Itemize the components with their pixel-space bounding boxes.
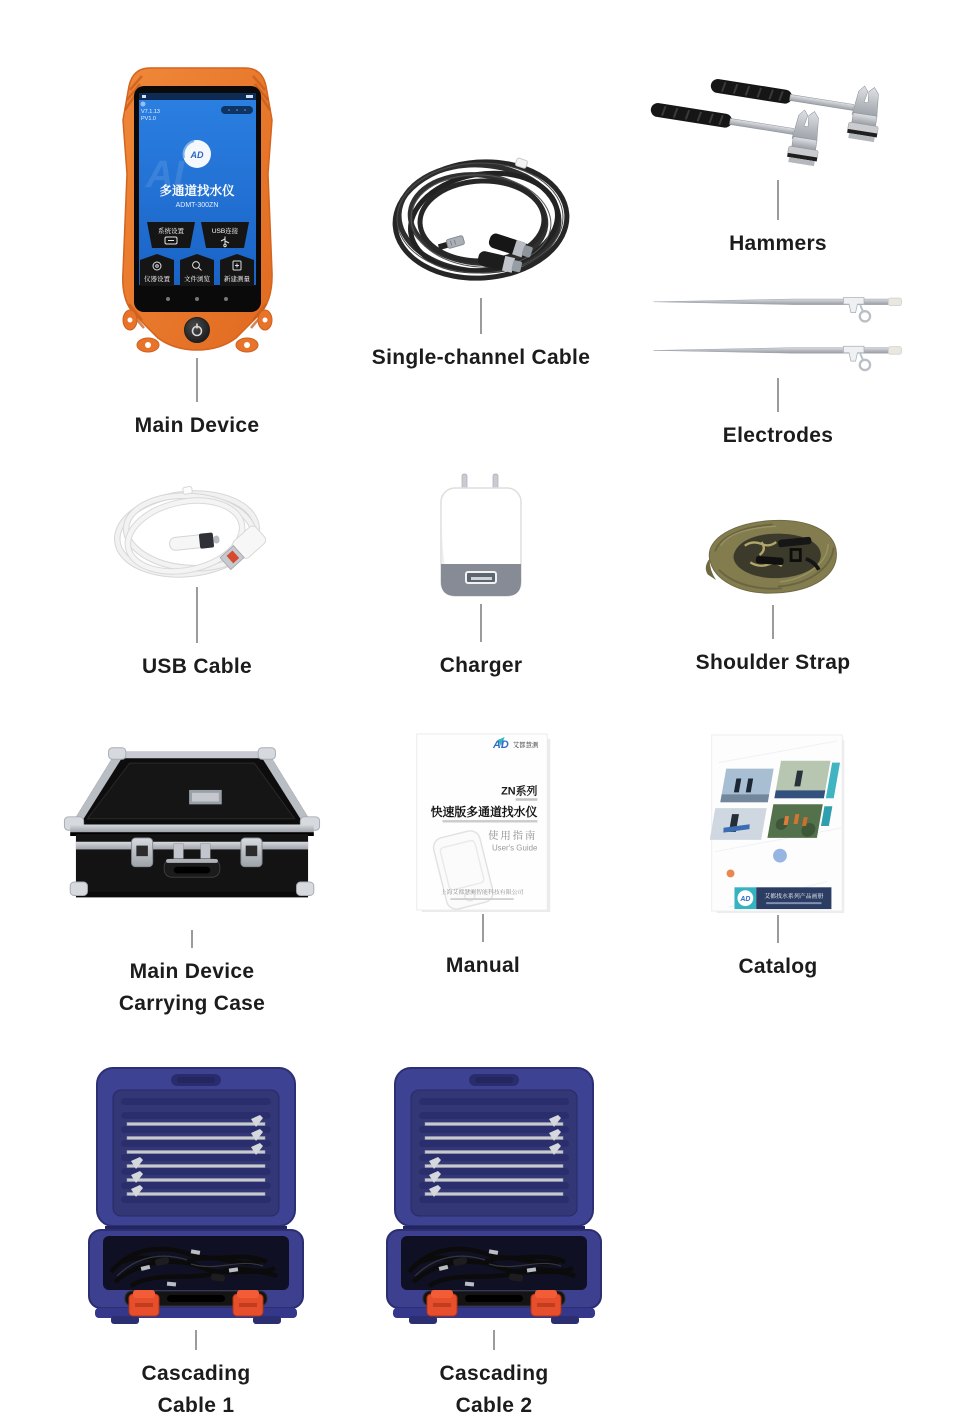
- item-label-line2: Cable 2: [455, 1394, 533, 1417]
- charger-item: [381, 472, 581, 682]
- carrying-case-image: [51, 742, 333, 930]
- manual-guide-en: User's Guide: [491, 843, 538, 853]
- item-label: Charger: [439, 654, 523, 677]
- usb-cable-coil: [113, 487, 261, 581]
- manual-guide: 使用指南: [487, 830, 538, 842]
- connector-line: [772, 605, 774, 639]
- manual-item: [383, 732, 583, 982]
- hammers-image: [648, 72, 908, 180]
- usb-connect-label: USB连接: [211, 228, 238, 235]
- case-lid-rim: [70, 824, 314, 832]
- item-label: Catalog: [738, 955, 818, 978]
- cascading-cable-1-item: [56, 1062, 336, 1422]
- cable-case: [387, 1068, 601, 1324]
- main-device-image: [90, 62, 305, 358]
- handle-bracket: [174, 844, 184, 859]
- electrodes-image: [642, 292, 914, 378]
- item-label: Shoulder Strap: [695, 651, 851, 674]
- item-label: Electrodes: [722, 424, 834, 447]
- manual-image: [412, 732, 554, 914]
- cable-case: [89, 1068, 303, 1324]
- catalog-blue-dot: [773, 849, 787, 863]
- electrode: [654, 298, 902, 322]
- file-browse-label: 文件浏览: [183, 276, 210, 283]
- cascading-cable-2-item: [354, 1062, 634, 1422]
- connector-line: [480, 298, 482, 334]
- connector-line: [196, 587, 198, 643]
- item-label: Hammers: [729, 232, 827, 255]
- connector-line: [493, 1330, 495, 1350]
- screen-title: 多通道找水仪: [158, 184, 235, 198]
- handle-bracket: [201, 844, 211, 859]
- cascading-cable-2-image: [369, 1062, 619, 1330]
- manual-series: ZN系列: [501, 785, 538, 798]
- new-measure-label: 新建测量: [223, 276, 250, 283]
- connector-line: [777, 915, 779, 943]
- screen-mini-logo: [140, 102, 145, 107]
- electrodes-item: [638, 292, 918, 452]
- carrying-case-item: [42, 742, 342, 1020]
- screen-model: ADMT-300ZN: [175, 202, 218, 209]
- brand-logo-text: AD: [492, 738, 509, 751]
- item-label-line2: Cable 1: [157, 1394, 235, 1417]
- catalog-logo-text: AD: [740, 896, 751, 904]
- screen-watermark: AI: [145, 154, 184, 196]
- item-label-line2: Carrying Case: [118, 992, 266, 1015]
- item-label: [440, 1358, 549, 1422]
- shoulder-strap-image: [693, 505, 853, 605]
- connector-line: [480, 604, 482, 642]
- item-label-line1: Cascading: [141, 1362, 251, 1385]
- main-device-item: [77, 62, 317, 442]
- cascading-cable-1-image: [71, 1062, 321, 1330]
- status-bar: [139, 93, 256, 100]
- usb-cable-image: [95, 482, 300, 587]
- cable-tie: [182, 486, 192, 494]
- electrode: [654, 346, 902, 370]
- item-label-line1: Cascading: [439, 1362, 549, 1385]
- charger-image: [435, 472, 527, 604]
- usb-cable-item: [77, 482, 317, 683]
- connector-line: [482, 914, 484, 942]
- catalog-banner-text: 艾都找水系列产品画册: [764, 894, 824, 901]
- case-latch: [132, 838, 153, 867]
- connector-line: [191, 930, 193, 948]
- instrument-settings-label: 仪器设置: [143, 276, 170, 283]
- brand-name: 艾都慧测: [512, 741, 539, 749]
- item-label: Manual: [445, 954, 521, 977]
- usb-c-connector: [168, 532, 219, 552]
- firmware-version-text: V7.1.13: [140, 109, 160, 115]
- item-label: [142, 1358, 251, 1422]
- catalog-item: [678, 733, 878, 983]
- connector-line: [777, 378, 779, 412]
- system-settings-label: 系统设置: [157, 228, 184, 235]
- item-label: [119, 956, 265, 1020]
- case-trim-band: [76, 842, 308, 850]
- power-button: [184, 318, 209, 343]
- connector-line: [777, 180, 779, 220]
- hammers-item: [638, 72, 918, 260]
- item-label-line1: Main Device: [129, 960, 255, 983]
- shoulder-strap-item: [653, 505, 893, 679]
- hardware-version-text: PV1.0: [140, 116, 156, 122]
- manual-company: 上海艾都慧测智能科技有限公司: [440, 890, 524, 897]
- item-label: Single-channel Cable: [371, 346, 591, 369]
- connector-line: [196, 358, 198, 402]
- case-latch: [241, 838, 262, 867]
- catalog-image: [708, 733, 848, 915]
- item-label: USB Cable: [141, 655, 253, 678]
- item-label: Main Device: [134, 414, 260, 437]
- catalog-orange-dot: [727, 870, 735, 878]
- app-logo-text: AD: [190, 150, 203, 160]
- manual-title: 快速版多通道找水仪: [430, 805, 538, 820]
- single-channel-cable-image: [376, 148, 586, 298]
- small-connector: [437, 235, 464, 251]
- single-channel-cable-item: [351, 148, 611, 374]
- connector-line: [195, 1330, 197, 1350]
